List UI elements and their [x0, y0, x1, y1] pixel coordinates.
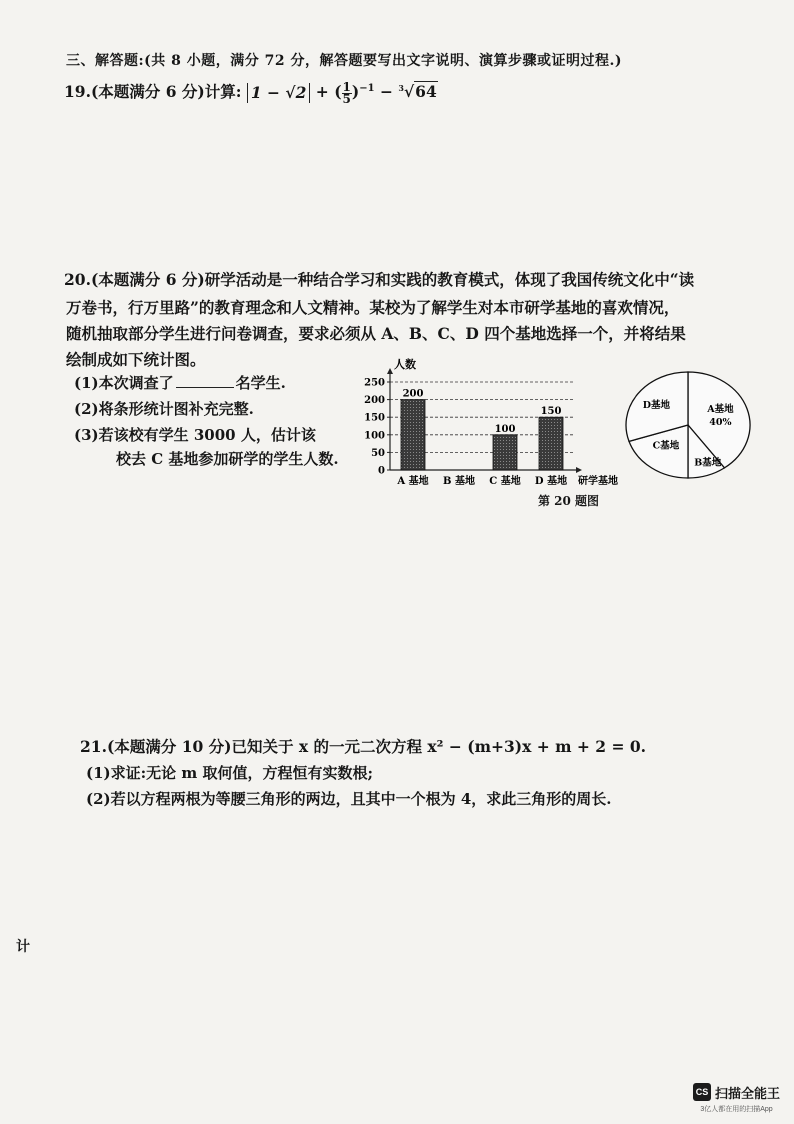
- q21-sub-2: (2)若以方程两根为等腰三角形的两边，且其中一个根为 4，求此三角形的周长.: [86, 790, 612, 808]
- y-axis-arrow: [387, 368, 393, 374]
- pie-slice-label: C基地: [652, 440, 680, 452]
- x-tick-label: A 基地: [397, 476, 429, 487]
- bar-value-label: 150: [540, 406, 562, 418]
- bar-chart-x-labels: [396, 474, 567, 487]
- q19-label: 19.(本题满分 6 分)计算:: [64, 82, 242, 101]
- figure-caption: 第 20 题图: [538, 494, 600, 508]
- camscanner-icon: CS: [693, 1083, 711, 1101]
- watermark-title: 扫描全能王: [714, 1085, 780, 1101]
- q20-line-2: 万卷书，行万里路”的教育理念和人文精神。某校为了解学生对本市研学基地的喜欢情况，: [66, 298, 680, 317]
- x-axis-arrow: [576, 467, 582, 473]
- q20-line-3: 随机抽取部分学生进行问卷调查，要求必须从 A、B、C、D 四个基地选择一个，并将结果: [66, 324, 686, 343]
- margin-mark: 计: [16, 939, 30, 955]
- q19-reciprocal: ( $\frac{1}{5}$ )$^{-1}$: [334, 79, 375, 106]
- q20-line-1: 20.(本题满分 6 分)研学活动是一种结合学习和实践的教育模式，体现了我国传统文化中“读: [64, 270, 695, 289]
- pie-chart: [622, 368, 754, 482]
- q20-sub-3-line-1: (3)若该校有学生 3000 人，估计该: [74, 426, 316, 444]
- pie-slice-label: A基地: [707, 403, 734, 415]
- pie-slice-label: D基地: [642, 399, 671, 411]
- bar-chart-y-label: 人数: [394, 358, 416, 371]
- pie-percent-label: 40%: [709, 416, 732, 428]
- q19-cube-root: $^3$√64: [398, 82, 437, 101]
- y-tick-label: 50: [371, 447, 385, 459]
- question-19: [64, 80, 438, 105]
- y-tick-label: 200: [364, 395, 385, 407]
- q21-sub-1: (1)求证:无论 m 取何值，方程恒有实数根;: [86, 764, 374, 782]
- bar-chart: [356, 356, 642, 492]
- y-tick-label: 150: [364, 412, 385, 424]
- bar: [401, 400, 425, 470]
- scan-watermark: [693, 1080, 780, 1114]
- q20-sub-2: (2)将条形统计图补充完整.: [74, 400, 254, 418]
- x-tick-label: D 基地: [534, 476, 568, 487]
- question-21: 21.(本题满分 10 分)已知关于 x 的一元二次方程 x² − (m+3)x + m + 2 = 0.: [80, 737, 647, 756]
- section-header: 三、解答题:(共 8 小题，满分 72 分，解答题要写出文字说明、演算步骤或证明过程.): [66, 53, 623, 69]
- x-tick-label: C 基地: [489, 476, 521, 487]
- bar-chart-x-label: 研学基地: [578, 476, 618, 487]
- bar: [539, 417, 563, 470]
- y-tick-label: 0: [378, 465, 385, 477]
- bar-value-label: 200: [402, 388, 424, 400]
- bar-chart-y-ticks: [364, 378, 390, 477]
- y-tick-label: 250: [364, 377, 385, 389]
- answer-blank[interactable]: [176, 386, 234, 388]
- q20-sub-1: (1)本次调查了 名学生.: [74, 374, 286, 392]
- q19-plus: +: [315, 82, 329, 101]
- y-tick-label: 100: [364, 430, 385, 442]
- watermark-subtitle: 3亿人都在用的扫描App: [700, 1105, 773, 1113]
- q19-minus: −: [380, 82, 393, 101]
- bar-chart-bars: [401, 389, 563, 470]
- q20-sub-3-line-2: 校去 C 基地参加研学的学生人数.: [116, 450, 339, 468]
- pie-slice-label: B基地: [694, 457, 722, 469]
- bar-value-label: 100: [494, 423, 516, 435]
- q19-absolute-value: 1 − √2: [247, 83, 311, 103]
- q20-line-4: 绘制成如下统计图。: [66, 350, 206, 369]
- x-tick-label: B 基地: [443, 476, 475, 487]
- bar: [493, 435, 517, 470]
